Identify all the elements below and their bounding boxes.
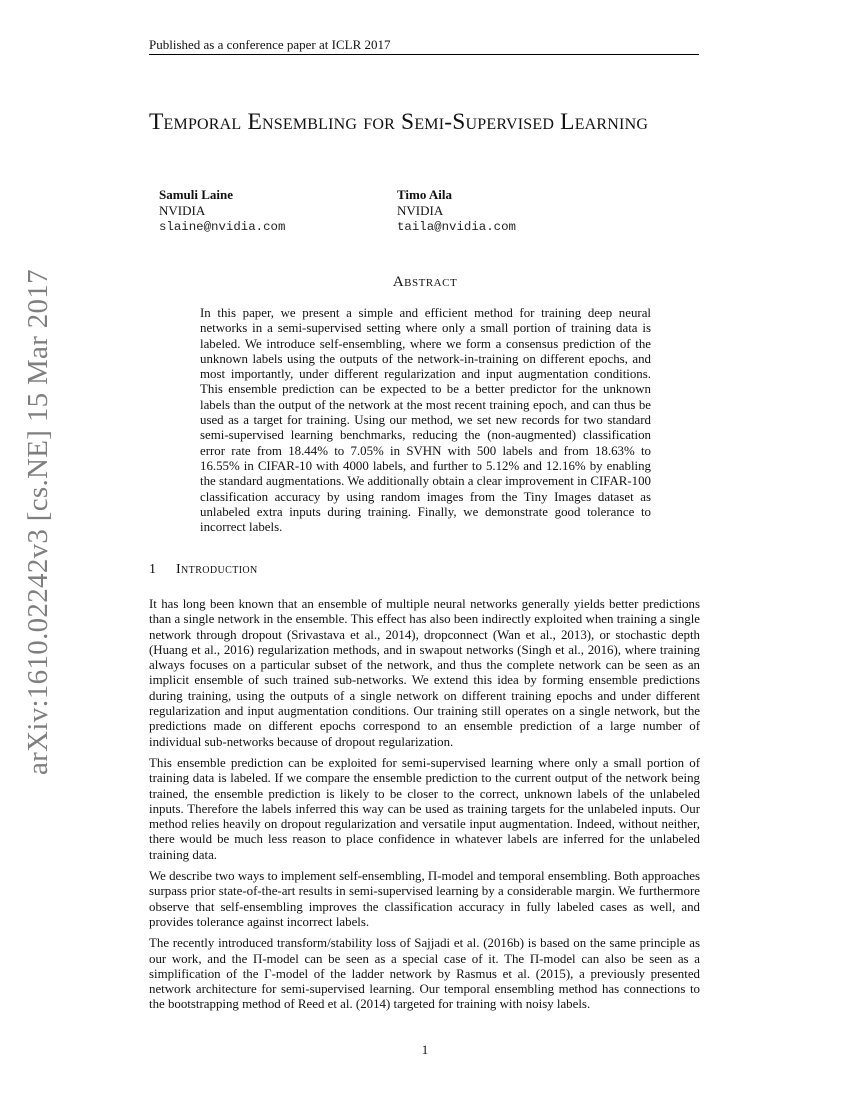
author-affiliation: NVIDIA [397,203,444,218]
paper-title: Temporal Ensembling for Semi-Supervised Learning [149,109,649,135]
author-email: slaine@nvidia.com [159,220,286,234]
author-block [397,187,516,235]
paragraph: The recently introduced transform/stability loss of Sajjadi et al. (2016b) is based on the same principle as our work, and the Π-model can be seen as a special case of it. The Π-model can also be seen as a simplification of the Γ-model of the ladder network by Rasmus et al. (2015), a previously presented network architecture for semi-supervised learning. Our temporal ensembling method has connections to the bootstrapping method of Reed et al. (2014) targeted for training with noisy labels. [149,936,700,1012]
abstract-heading: Abstract [392,274,458,290]
author-name: Samuli Laine [159,187,234,202]
introduction-body [149,597,700,1019]
paragraph: It has long been known that an ensemble of multiple neural networks generally yields better predictions than a single network in the ensemble. This effect has also been indirectly exploited when training a single network through dropout (Srivastava et al., 2014), dropconnect (Wan et al., 2013), or stochastic depth (Huang et al., 2016) regularization methods, and in swapout networks (Singh et al., 2016), where training always focuses on a particular subset of the network, and thus the complete network can be seen as an implicit ensemble of such trained sub-networks. We extend this idea by forming ensemble predictions during training, using the outputs of a single network on different training epochs and under different regularization and input augmentation conditions. Our training still operates on a single network, but the predictions made on different epochs correspond to an ensemble prediction of a large number of individual sub-networks because of dropout regularization. [149,597,700,749]
arxiv-identifier: arXiv:1610.02242v3 [cs.NE] 15 Mar 2017 [22,269,54,775]
paragraph: We describe two ways to implement self-ensembling, Π-model and temporal ensembling. Both approaches surpass prior state-of-the-art results in semi-supervised learning by a considerable margin. We furthermore observe that self-ensembling improves the classification accuracy in fully labeled cases as well, and provides tolerance against incorrect labels. [149,869,700,929]
author-email: taila@nvidia.com [397,220,516,234]
page-number: 1 [421,1042,429,1057]
section-title: Introduction [176,562,258,577]
author-affiliation: NVIDIA [159,203,206,218]
section-number: 1 [149,562,157,577]
paragraph: This ensemble prediction can be exploited for semi-supervised learning where only a small portion of training data is labeled. If we compare the ensemble prediction to the current output of the network being trained, the ensemble prediction is likely to be closer to the correct, unknown labels of the unlabeled inputs. Therefore the labels inferred this way can be used as training targets for the unlabeled inputs. Our method relies heavily on dropout regularization and versatile input augmentation. Indeed, without neither, there would be much less reason to place confidence in whatever labels are inferred for the unlabeled training data. [149,755,700,862]
running-header: Published as a conference paper at ICLR 2017 [149,37,699,55]
abstract-text: In this paper, we present a simple and efficient method for training deep neural networks in a semi-supervised setting where only a small portion of training data is labeled. We introduce self-ensembling, where we form a consensus prediction of the unknown labels using the outputs of the network-in-training on different epochs, and most importantly, under different regularization and input augmentation conditions. This ensemble prediction can be expected to be a better predictor for the unknown labels than the output of the network at the most recent training epoch, and can thus be used as a target for training. Using our method, we set new records for two standard semi-supervised learning benchmarks, reducing the (non-augmented) classification error rate from 18.44% to 7.05% in SVHN with 500 labels and from 18.63% to 16.55% in CIFAR-10 with 4000 labels, and further to 5.12% and 12.16% by enabling the standard augmentations. We additionally obtain a clear improvement in CIFAR-100 classification accuracy by using random images from the Tiny Images dataset as unlabeled extra inputs during training. Finally, we demonstrate good tolerance to incorrect labels. [200,306,651,535]
author-name: Timo Aila [397,187,453,202]
author-block [159,187,285,235]
section-heading [149,562,258,578]
